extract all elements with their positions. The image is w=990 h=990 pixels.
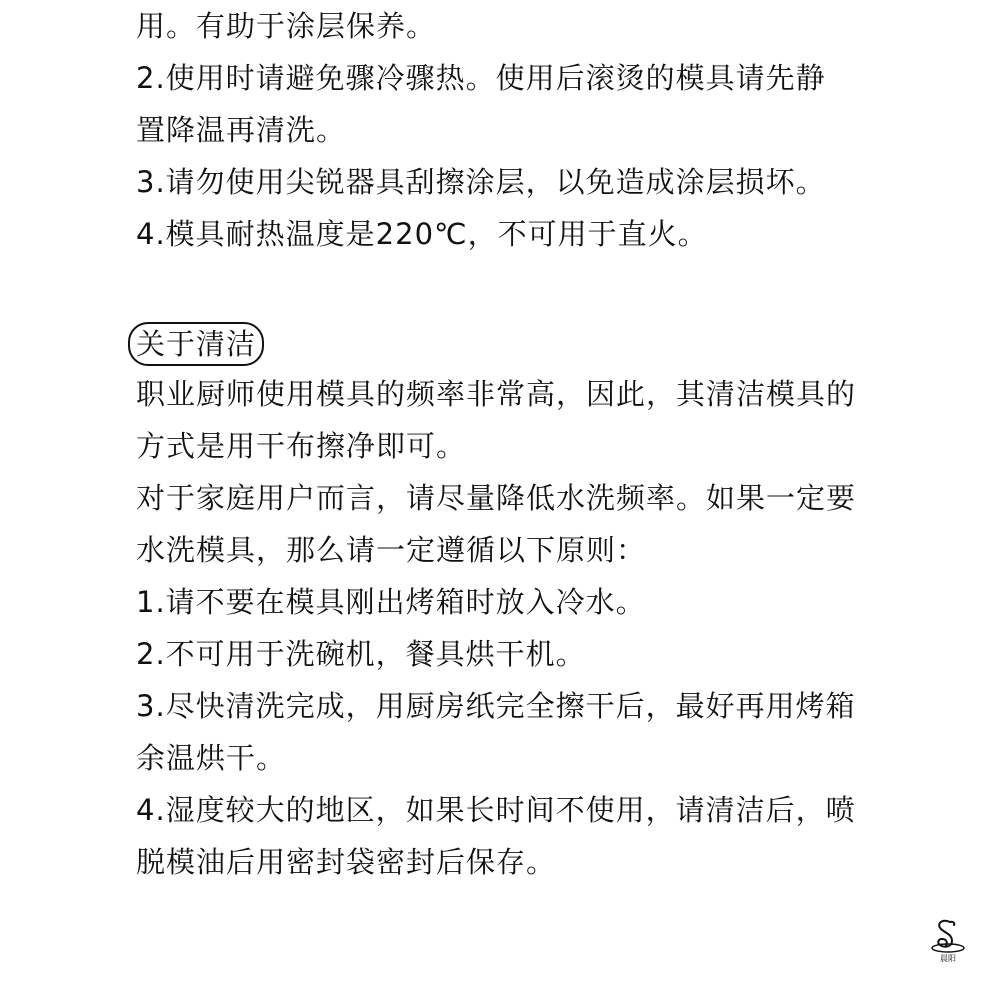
logo-text: 晨阳 bbox=[940, 954, 956, 963]
care-line: 置降温再清洗。 bbox=[136, 113, 347, 147]
cleaning-line: 对于家庭用户而言，请尽量降低水洗频率。如果一定要 bbox=[136, 481, 857, 515]
cleaning-line: 职业厨师使用模具的频率非常高，因此，其清洁模具的 bbox=[136, 377, 857, 411]
swan-logo-icon bbox=[928, 914, 968, 964]
cleaning-line: 脱模油后用密封袋密封后保存。 bbox=[136, 845, 557, 879]
care-line: 用。有助于涂层保养。 bbox=[136, 9, 437, 43]
cleaning-line: 3.尽快清洗完成，用厨房纸完全擦干后，最好再用烤箱 bbox=[136, 689, 856, 723]
care-line: 4.模具耐热温度是220℃，不可用于直火。 bbox=[136, 217, 708, 251]
cleaning-line: 4.湿度较大的地区，如果长时间不使用，请清洁后，喷 bbox=[136, 793, 856, 827]
cleaning-line: 余温烘干。 bbox=[136, 741, 287, 775]
brand-logo bbox=[928, 914, 968, 964]
section-heading-cleaning: 关于清洁 bbox=[128, 322, 264, 366]
care-line: 2.使用时请避免骤冷骤热。使用后滚烫的模具请先静 bbox=[136, 61, 826, 95]
cleaning-line: 1.请不要在模具刚出烤箱时放入冷水。 bbox=[136, 585, 646, 619]
cleaning-line: 方式是用干布擦净即可。 bbox=[136, 429, 467, 463]
cleaning-section bbox=[136, 312, 916, 888]
cleaning-line: 2.不可用于洗碗机，餐具烘干机。 bbox=[136, 637, 586, 671]
care-section bbox=[136, 0, 916, 260]
cleaning-line: 水洗模具，那么请一定遵循以下原则： bbox=[136, 533, 647, 567]
section-spacer bbox=[136, 260, 916, 312]
document-page bbox=[136, 0, 916, 888]
care-line: 3.请勿使用尖锐器具刮擦涂层，以免造成涂层损坏。 bbox=[136, 165, 826, 199]
